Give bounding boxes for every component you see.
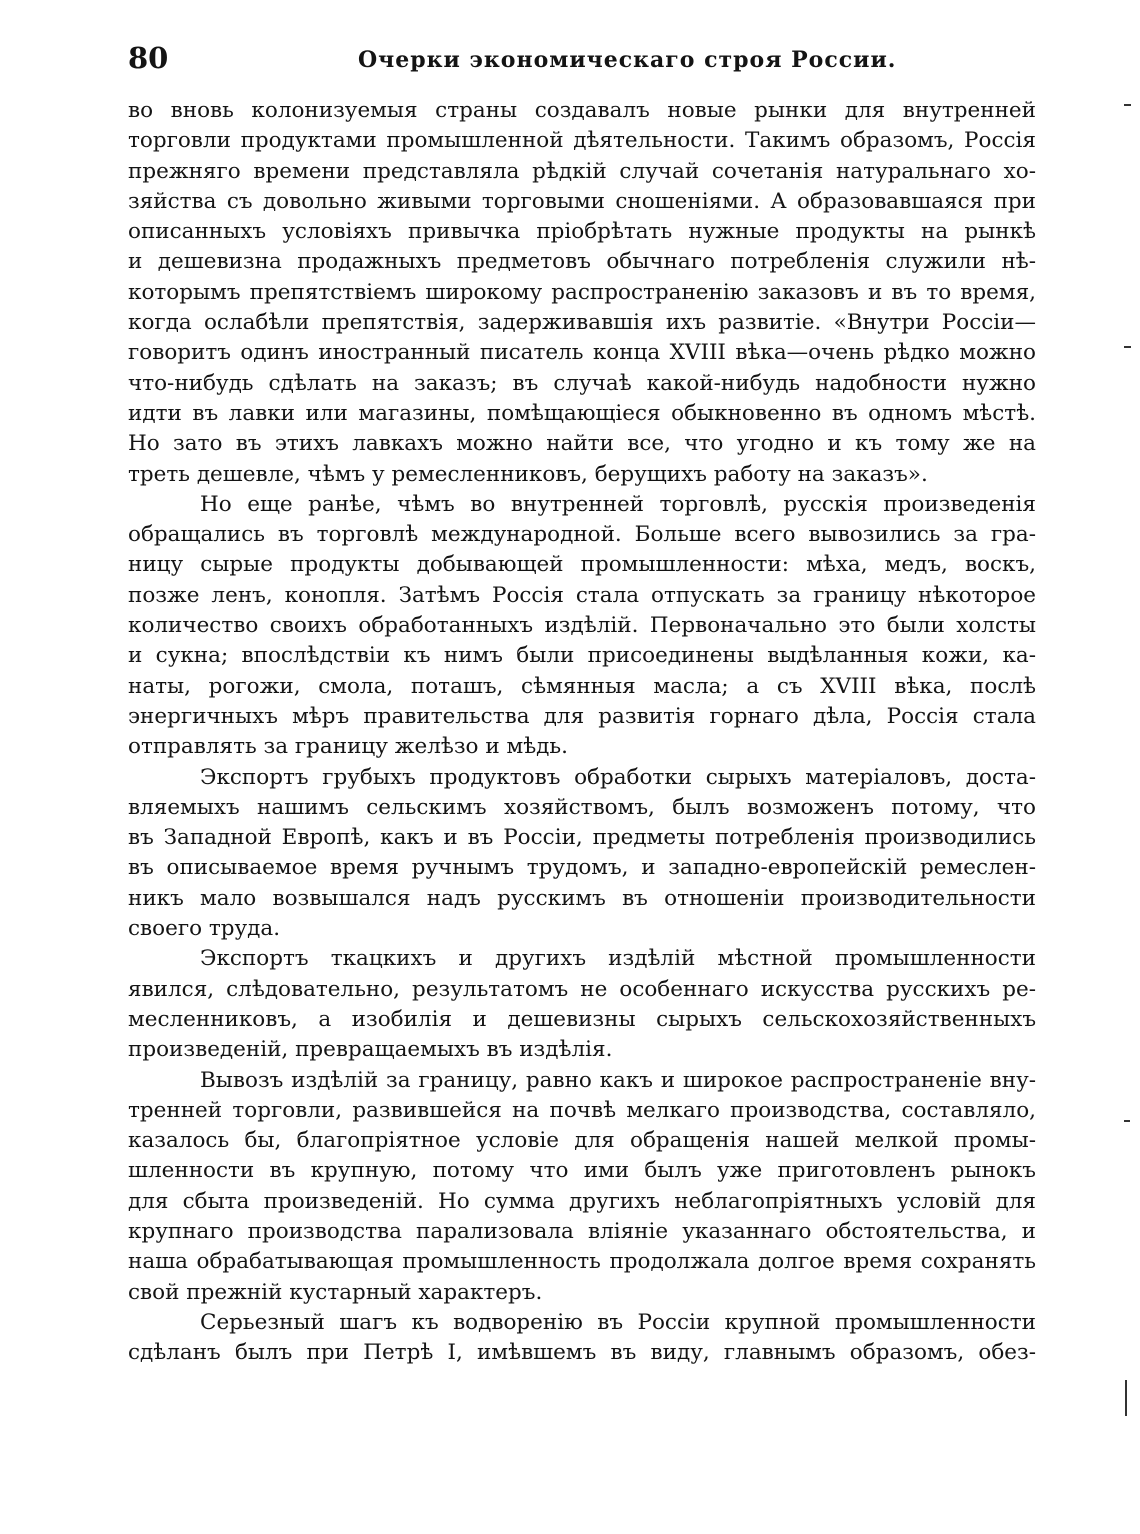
paragraph bbox=[128, 1066, 1036, 1308]
margin-mark bbox=[1124, 346, 1131, 348]
text-line: крупнаго производства парализовала вліяніе указаннаго обстоятельства, и bbox=[128, 1218, 1036, 1244]
text-line: сдѣланъ былъ при Петрѣ I, имѣвшемъ въ виду, главнымъ образомъ, обез- bbox=[128, 1340, 1036, 1366]
text-line: треть дешевле, чѣмъ у ремесленниковъ, берущихъ работу на заказъ». bbox=[128, 461, 928, 487]
paragraph bbox=[128, 490, 1036, 763]
text-line: произведеній, превращаемыхъ въ издѣлія. bbox=[128, 1037, 613, 1063]
text-line: идти въ лавки или магазины, помѣщающіеся обыкновенно въ одномъ мѣстѣ. bbox=[128, 400, 1036, 426]
text-line: и дешевизна продажныхъ предметовъ обычнаго потребленія служили нѣ- bbox=[128, 249, 1036, 275]
text-line: Экспортъ грубыхъ продуктовъ обработки сырыхъ матеріаловъ, доста- bbox=[200, 764, 1036, 790]
text-line: и сукна; впослѣдствіи къ нимъ были присоединены выдѣланныя кожи, ка- bbox=[128, 643, 1036, 669]
paragraph bbox=[128, 96, 1036, 490]
text-line: для сбыта произведеній. Но сумма другихъ неблагопріятныхъ условій для bbox=[128, 1188, 1036, 1214]
text-line: Серьезный шагъ къ водворенію въ Россіи крупной промышленности bbox=[200, 1309, 1036, 1335]
text-line: Экспортъ ткацкихъ и другихъ издѣлій мѣстной промышленности bbox=[200, 946, 1036, 972]
text-line: своего труда. bbox=[128, 916, 281, 942]
running-head bbox=[128, 40, 1036, 80]
text-line: описанныхъ условіяхъ привычка пріобрѣтать нужные продукты на рынкѣ bbox=[128, 219, 1036, 245]
text-line: наша обрабатывающая промышленность продолжала долгое время сохранять bbox=[128, 1249, 1036, 1275]
text-line: прежняго времени представляла рѣдкій случай сочетанія натуральнаго хо- bbox=[128, 158, 1036, 184]
text-line: вляемыхъ нашимъ сельскимъ хозяйствомъ, былъ возможенъ потому, что bbox=[128, 794, 1036, 820]
margin-mark bbox=[1124, 104, 1131, 106]
text-line: Но еще ранѣе, чѣмъ во внутренней торговлѣ, русскія произведенія bbox=[200, 491, 1036, 517]
paragraph bbox=[128, 944, 1036, 1065]
text-line: торговли продуктами промышленной дѣятельности. Такимъ образомъ, Россія bbox=[128, 128, 1036, 154]
text-line: тренней торговли, развившейся на почвѣ мелкаго производства, составляло, bbox=[128, 1097, 1036, 1123]
margin-mark bbox=[1124, 1120, 1130, 1122]
text-line: месленниковъ, а изобилія и дешевизны сырыхъ сельскохозяйственныхъ bbox=[128, 1006, 1036, 1032]
text-line: отправлять за границу желѣзо и мѣдь. bbox=[128, 734, 568, 760]
text-line: въ Западной Европѣ, какъ и въ Россіи, предметы потребленія производились bbox=[128, 825, 1036, 851]
text-line: никъ мало возвышался надъ русскимъ въ отношеніи производительности bbox=[128, 885, 1036, 911]
text-line: что-нибудь сдѣлать на заказъ; въ случаѣ какой-нибудь надобности нужно bbox=[128, 370, 1036, 396]
text-line: зяйства съ довольно живыми торговыми сношеніями. А образовавшаяся при bbox=[128, 188, 1036, 214]
text-line: позже ленъ, конопля. Затѣмъ Россія стала отпускать за границу нѣкоторое bbox=[128, 582, 1036, 608]
text-line: свой прежній кустарный характеръ. bbox=[128, 1279, 543, 1305]
text-line: Но зато въ этихъ лавкахъ можно найти все, что угодно и къ тому же на bbox=[128, 431, 1036, 457]
text-line: наты, рогожи, смола, поташъ, сѣмянныя масла; а съ XVIII вѣка, послѣ bbox=[128, 673, 1036, 699]
margin-mark bbox=[1125, 1380, 1127, 1416]
text-line: энергичныхъ мѣръ правительства для развитія горнаго дѣла, Россія стала bbox=[128, 703, 1036, 729]
text-line: обращались въ торговлѣ международной. Больше всего вывозились за гра- bbox=[128, 522, 1036, 548]
paragraph bbox=[128, 763, 1036, 945]
text-line: количество своихъ обработанныхъ издѣлій. Первоначально это были холсты bbox=[128, 613, 1036, 639]
text-line: казалось бы, благопріятное условіе для обращенія нашей мелкой промы- bbox=[128, 1128, 1036, 1154]
text-line: ницу сырые продукты добывающей промышленности: мѣха, медъ, воскъ, bbox=[128, 552, 1036, 578]
text-line: шленности въ крупную, потому что ими былъ уже приготовленъ рынокъ bbox=[128, 1158, 1036, 1184]
text-line: которымъ препятствіемъ широкому распространенію заказовъ и въ то время, bbox=[128, 279, 1036, 305]
running-title: Очерки экономическаго строя России. bbox=[358, 47, 897, 73]
text-line: Вывозъ издѣлій за границу, равно какъ и широкое распространеніе вну- bbox=[200, 1067, 1036, 1093]
paragraph bbox=[128, 1308, 1036, 1369]
page-number: 80 bbox=[128, 41, 169, 75]
text-line: въ описываемое время ручнымъ трудомъ, и западно-европейскій ремеслен- bbox=[128, 855, 1036, 881]
text-line: когда ослабѣли препятствія, задерживавшія ихъ развитіе. «Внутри Россіи— bbox=[128, 310, 1036, 336]
text-line: говоритъ одинъ иностранный писатель конца XVIII вѣка—очень рѣдко можно bbox=[128, 340, 1036, 366]
body-text bbox=[128, 96, 1036, 1368]
text-line: во вновь колонизуемыя страны создавалъ новые рынки для внутренней bbox=[128, 98, 1036, 123]
text-line: явился, слѣдовательно, результатомъ не особеннаго искусства русскихъ ре- bbox=[128, 976, 1036, 1002]
